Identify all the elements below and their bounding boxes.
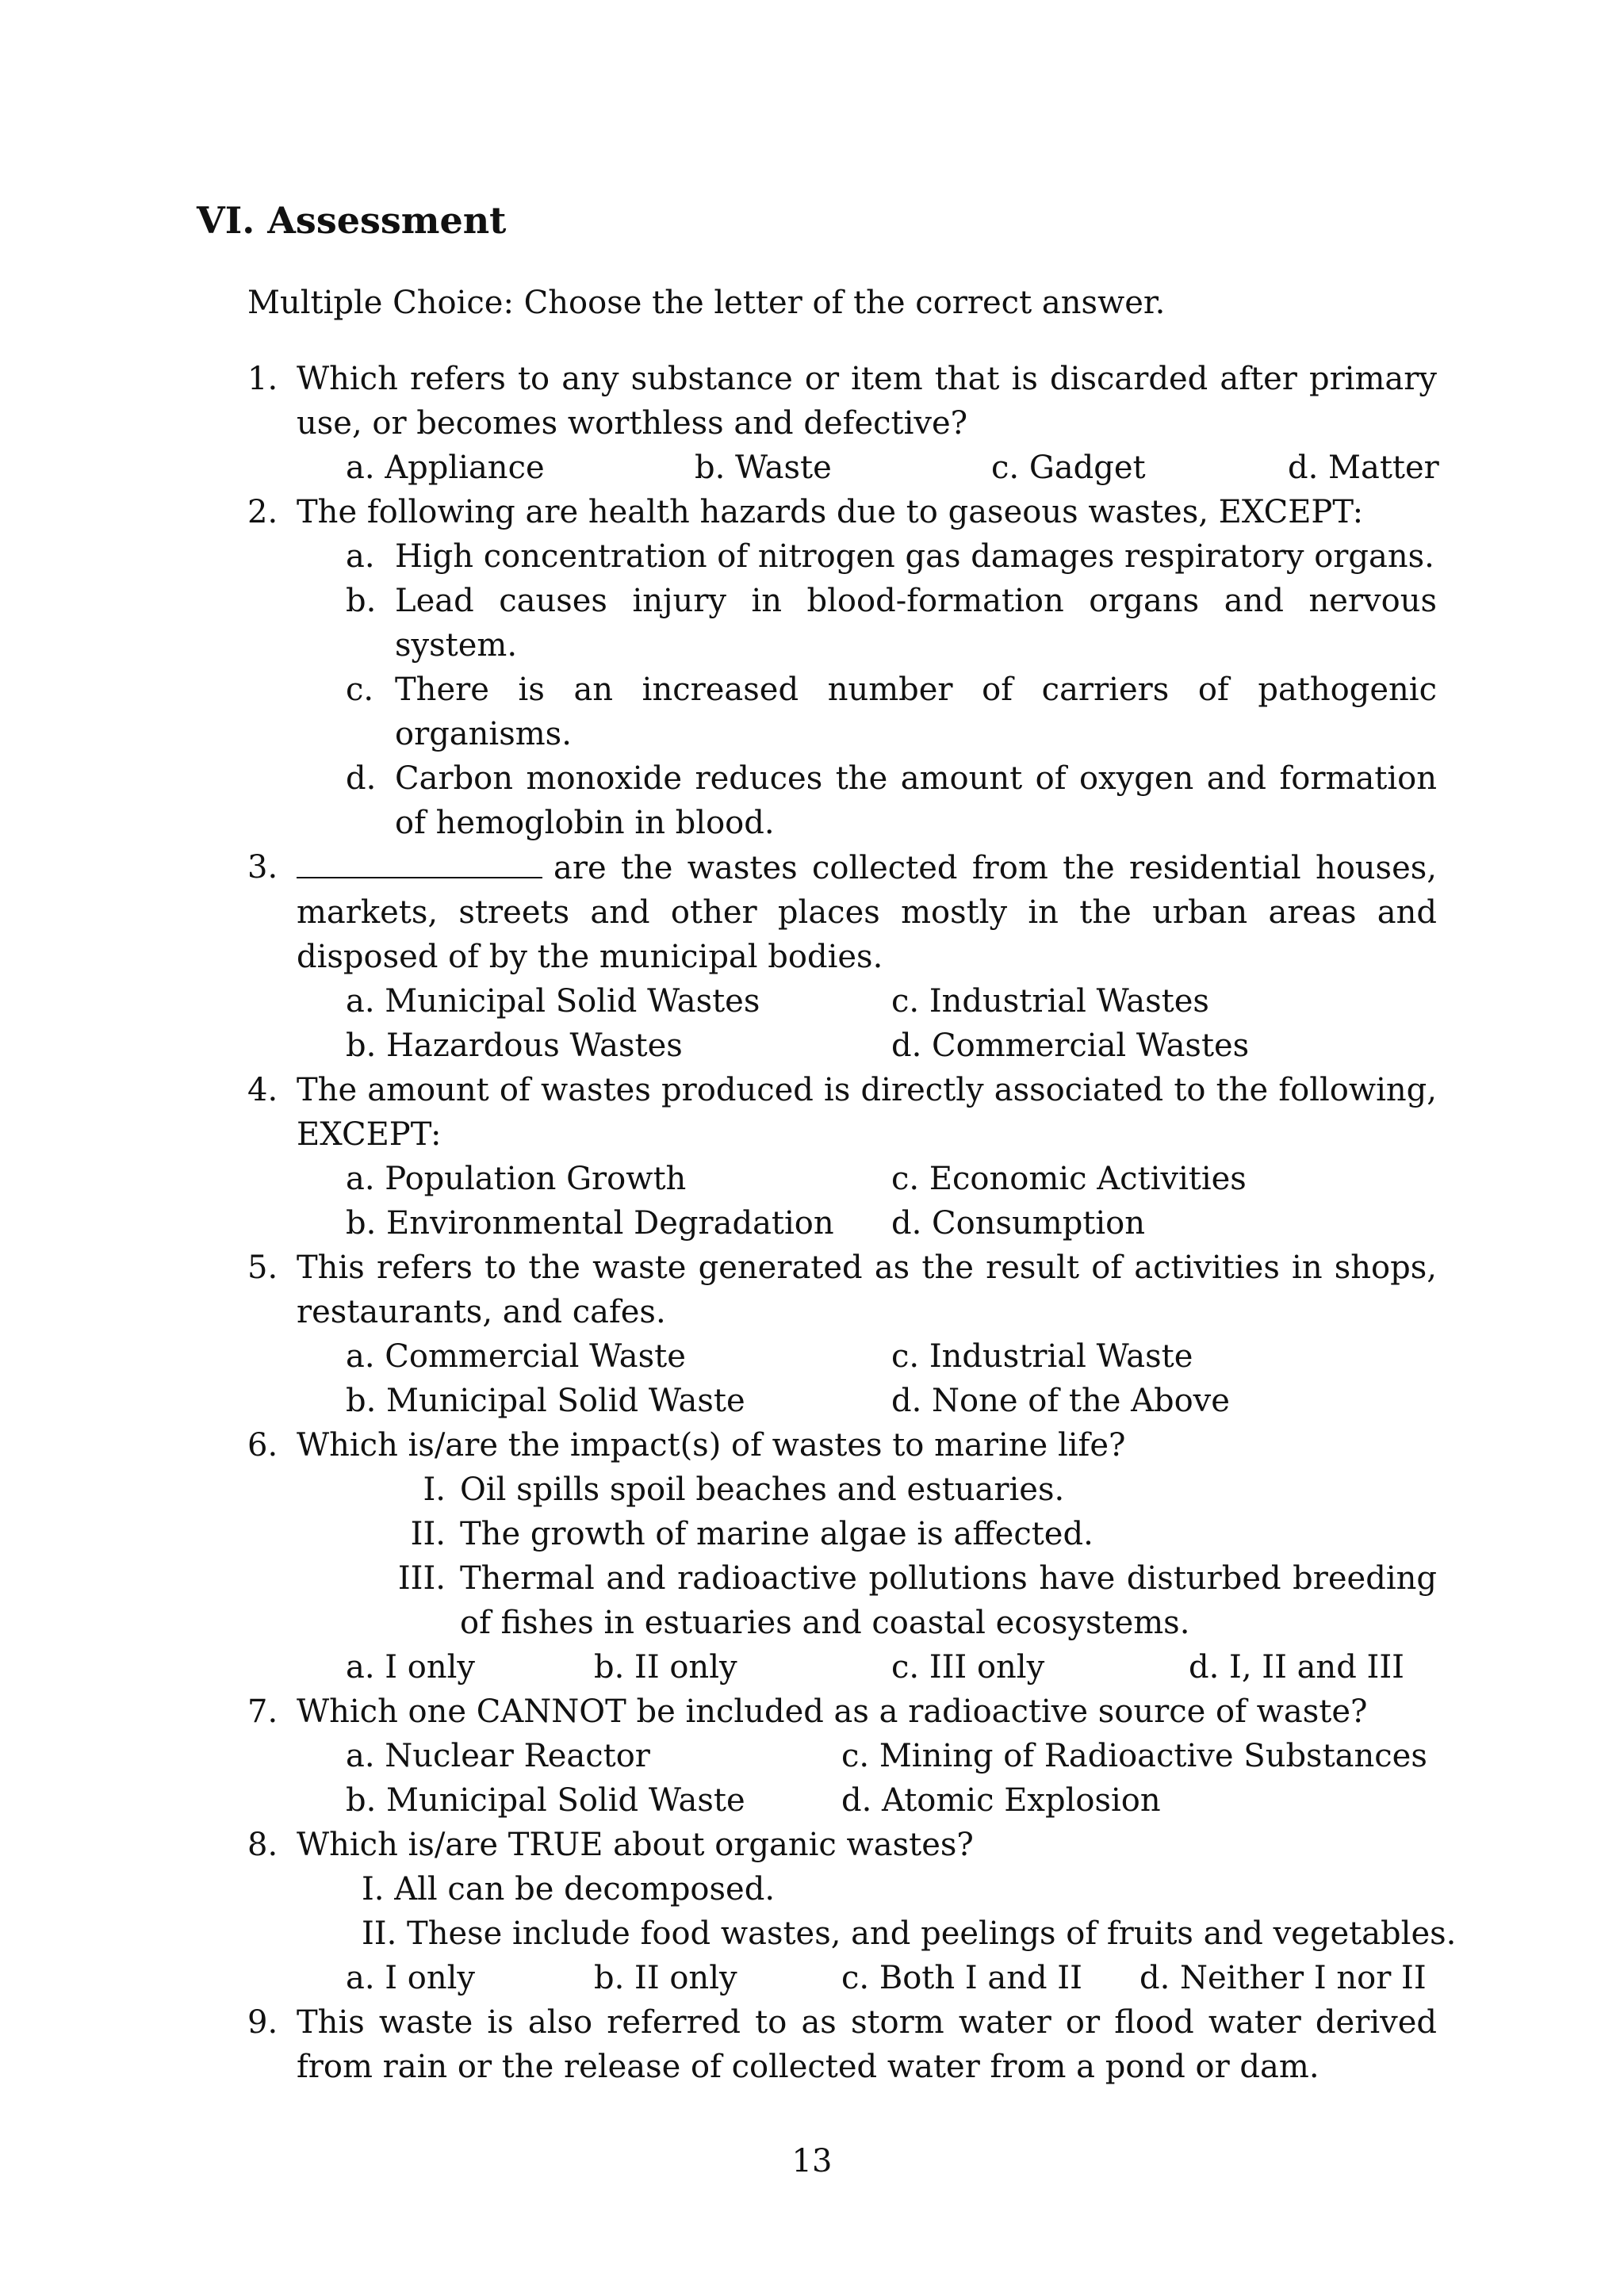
choice-d[interactable]: d. Commercial Wastes: [891, 1027, 1250, 1064]
choice-letter: d.: [346, 760, 377, 797]
statement-numeral: I.: [423, 1471, 446, 1508]
question-number: 1.: [247, 361, 278, 397]
question-stem-text: are the wastes collected from the residential houses, markets, streets and other places mostly in the urban areas and disposed of by the municipal bodies.: [297, 850, 1437, 975]
choice-b[interactable]: b. Waste: [695, 450, 832, 486]
question-number: 9.: [247, 2004, 278, 2041]
statement-i: I. All can be decomposed.: [362, 1871, 776, 1908]
choice-c[interactable]: c. Mining of Radioactive Substances: [841, 1738, 1427, 1774]
choice-c[interactable]: [297, 668, 1437, 756]
choice-d[interactable]: [297, 756, 1437, 845]
statement-text: Thermal and radioactive pollutions have disturbed breeding of fishes in estuaries and coastal ecosystems.: [460, 1560, 1437, 1641]
choice-a[interactable]: [297, 534, 1437, 579]
section-title: VI. Assessment: [197, 199, 507, 242]
choice-a[interactable]: a. Commercial Waste: [346, 1338, 686, 1375]
question-stem: Which refers to any substance or item that is discarded after primary use, or becomes worthless and defective?: [297, 361, 1437, 442]
choice-row: [297, 446, 1437, 490]
choice-d[interactable]: d. Matter: [1288, 450, 1439, 486]
question-list: [247, 357, 1457, 2089]
question-number: 6.: [247, 1427, 278, 1464]
question-stem: The following are health hazards due to gaseous wastes, EXCEPT:: [297, 494, 1364, 530]
choice-row: [297, 1201, 1437, 1246]
choice-d[interactable]: d. Neither I nor II: [1139, 1960, 1427, 1996]
statement-numeral: III.: [397, 1560, 446, 1597]
statement-text: The growth of marine algae is affected.: [460, 1516, 1094, 1552]
choice-b[interactable]: b. II only: [594, 1960, 737, 1996]
choice-row: [297, 1645, 1437, 1689]
statement-ii: [297, 1512, 1437, 1556]
choice-text: There is an increased number of carriers of pathogenic organisms.: [395, 672, 1437, 752]
question-8: [247, 1823, 1457, 2000]
choice-row: [297, 1024, 1437, 1068]
choice-d[interactable]: d. Consumption: [891, 1205, 1146, 1242]
choice-b[interactable]: b. Hazardous Wastes: [346, 1027, 683, 1064]
statement-text: Oil spills spoil beaches and estuaries.: [460, 1471, 1065, 1508]
choice-c[interactable]: c. Gadget: [991, 450, 1146, 486]
question-number: 2.: [247, 494, 278, 530]
statement-iii: [297, 1556, 1437, 1645]
choice-d[interactable]: d. I, II and III: [1189, 1649, 1404, 1686]
answer-blank[interactable]: [297, 845, 542, 878]
question-number: 4.: [247, 1072, 278, 1108]
choice-row: [297, 979, 1437, 1024]
choice-a[interactable]: a. Nuclear Reactor: [346, 1738, 650, 1774]
choice-b[interactable]: b. Municipal Solid Waste: [346, 1383, 745, 1419]
choice-b[interactable]: [297, 579, 1437, 668]
choice-a[interactable]: a. I only: [346, 1960, 476, 1996]
page-number: 13: [791, 2143, 833, 2179]
choice-row: [297, 1778, 1437, 1823]
question-stem: The amount of wastes produced is directly associated to the following, EXCEPT:: [297, 1072, 1437, 1153]
choice-letter: a.: [346, 538, 375, 575]
question-number: 8.: [247, 1827, 278, 1863]
choice-a[interactable]: a. Appliance: [346, 450, 545, 486]
question-6: [247, 1423, 1437, 1689]
choice-b[interactable]: b. Municipal Solid Waste: [346, 1782, 745, 1819]
statement-numeral: II.: [410, 1516, 446, 1552]
choice-text: High concentration of nitrogen gas damages respiratory organs.: [395, 538, 1434, 575]
instruction-text: Multiple Choice: Choose the letter of the correct answer.: [247, 285, 1166, 321]
choice-b[interactable]: b. Environmental Degradation: [346, 1205, 834, 1242]
question-number: 3.: [247, 849, 278, 886]
choice-c[interactable]: c. Economic Activities: [891, 1161, 1247, 1197]
choice-letter: b.: [346, 583, 377, 619]
question-stem: Which is/are TRUE about organic wastes?: [297, 1827, 974, 1863]
statement-i: [297, 1468, 1437, 1512]
statement-ii: II. These include food wastes, and peelings of fruits and vegetables.: [362, 1915, 1457, 1952]
choice-d[interactable]: d. None of the Above: [891, 1383, 1230, 1419]
choice-c[interactable]: c. III only: [891, 1649, 1045, 1686]
choice-text: Carbon monoxide reduces the amount of oxygen and formation of hemoglobin in blood.: [395, 760, 1437, 841]
question-3: [247, 845, 1437, 1068]
choice-row: [297, 1734, 1437, 1778]
question-7: [247, 1689, 1437, 1823]
choice-letter: c.: [346, 672, 374, 708]
choice-row: [297, 1334, 1437, 1379]
choice-row: [297, 1379, 1437, 1423]
question-stem: This waste is also referred to as storm water or flood water derived from rain or the release of collected water from a pond or dam.: [297, 2004, 1437, 2085]
question-number: 5.: [247, 1249, 278, 1286]
choice-d[interactable]: d. Atomic Explosion: [841, 1782, 1161, 1819]
choice-c[interactable]: c. Industrial Wastes: [891, 983, 1209, 1020]
choice-a[interactable]: a. Population Growth: [346, 1161, 687, 1197]
question-1: [247, 357, 1437, 490]
question-2: [247, 490, 1437, 845]
choice-a[interactable]: a. I only: [346, 1649, 476, 1686]
question-4: [247, 1068, 1437, 1246]
choice-row: [297, 1157, 1437, 1201]
choice-row: [297, 1956, 1437, 2000]
question-stem: [297, 845, 1437, 979]
question-9: [247, 2000, 1437, 2089]
choice-text: Lead causes injury in blood-formation organs and nervous system.: [395, 583, 1437, 664]
choice-c[interactable]: c. Industrial Waste: [891, 1338, 1193, 1375]
question-stem: Which is/are the impact(s) of wastes to marine life?: [297, 1427, 1126, 1464]
choice-a[interactable]: a. Municipal Solid Wastes: [346, 983, 760, 1020]
question-stem: Which one CANNOT be included as a radioactive source of waste?: [297, 1693, 1368, 1730]
choice-b[interactable]: b. II only: [594, 1649, 737, 1686]
choice-c[interactable]: c. Both I and II: [841, 1960, 1082, 1996]
question-5: [247, 1246, 1437, 1423]
question-stem: This refers to the waste generated as the result of activities in shops, restaurants, and cafes.: [297, 1249, 1437, 1330]
question-number: 7.: [247, 1693, 278, 1730]
